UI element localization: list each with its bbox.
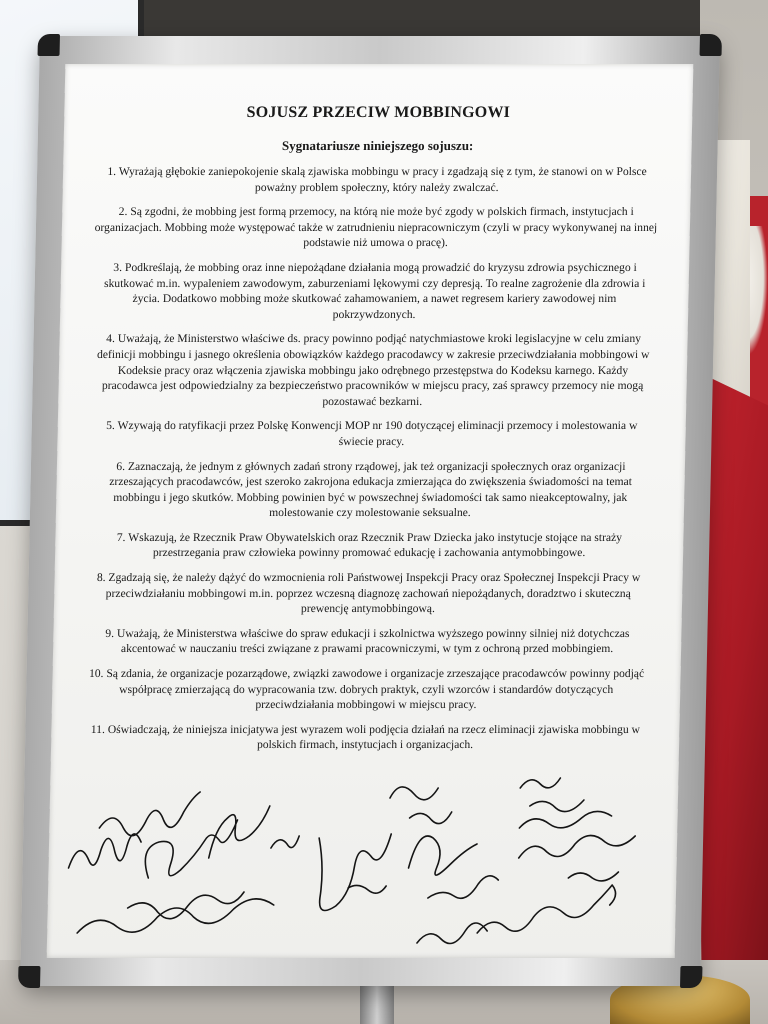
background-ceiling-strip <box>144 0 704 40</box>
point-3: 3. Podkreślają, że mobbing oraz inne niepożądane działania mogą prowadzić do kryzysu zdrowia psychicznego i skutkować m.in. wypaleniem zawodowym, zaburzeniami lękowymi czy depresją. To realne zagrożenie dla zdrowia i życia. Dodatkowo mobbing może skutkować zahamowaniem, a nawet regresem kariery zawodowej nim pokrzywdzonych. <box>103 260 646 321</box>
signature <box>69 834 142 868</box>
signature <box>318 834 392 911</box>
signatures-area <box>47 758 679 958</box>
sign-frame <box>20 36 720 986</box>
frame-corner <box>700 34 722 56</box>
signature <box>77 899 274 933</box>
signature <box>519 811 611 828</box>
signature <box>409 812 451 824</box>
point-4: 4. Uważają, że Ministerstwo właściwe ds. pracy powinno podjąć natychmiastowe kroki legislacyjne w celu zmiany definicji mobbingu i jasnego określenia obowiązków każdego pracodawcy w zakresie przeciwdziałania mobbingowi w Kodeksie pracy oraz włączenia zjawiska mobbingu jako odrębnego przestępstwa do Kodeksu karnego. Każdy pracodawca jest odpowiedzialny za bezpieczeństwo pracowników w miejscu pracy, zaś sprawcy przemocy nie mogą pozostawać bezkarni. <box>96 332 650 408</box>
document-sheet <box>47 64 694 958</box>
signature <box>271 836 299 848</box>
signature <box>99 792 200 836</box>
signature <box>348 885 386 893</box>
signature <box>408 836 477 875</box>
signature <box>145 820 238 878</box>
signature <box>568 872 618 881</box>
signature <box>519 835 635 858</box>
point-7: 7. Wskazują, że Rzecznik Praw Obywatelskich oraz Rzecznik Praw Dziecka jako instytucje stojące na straży przestrzegania praw człowieka powinny promować edukację i zachowania antymobbingowe. <box>116 530 623 560</box>
point-6: 6. Zaznaczają, że jednym z głównych zadań strony rządowej, jak też organizacji społecznych oraz organizacji zrzeszających pracodawców, jest szeroko zakrojona edukacja zmierzająca do zwiększenia świadomości na temat mobbingu i jego skutków. Mobbing powinien być w powszechnej świadomości tak samo nieakceptowalny, jak molestowanie czy molestowanie seksualne. <box>109 459 633 520</box>
signature <box>477 885 616 933</box>
signature <box>520 778 560 788</box>
signature <box>428 876 498 898</box>
point-9: 9. Uważają, że Ministerstwa właściwe do spraw edukacji i szkolnictwa wyższego powinny silniej niż dotychczas akcentować w nauczaniu treści związane z prawami pracowniczymi, w tym z ochroną przed mobbingiem. <box>105 626 630 656</box>
signature <box>390 787 438 800</box>
point-1: 1. Wyrażają głębokie zaniepokojenie skalą zjawiska mobbingu w pracy i zgadzają się z tym, że stanowi on w Polsce poważny problem społeczny, który należy zwalczać. <box>107 165 647 194</box>
point-11: 11. Oświadczają, że niniejsza inicjatywa jest wyrazem woli podjęcia działań na rzecz eliminacji zjawiska mobbingu w polskich firmach, instytucjach i organizacjach. <box>90 722 641 752</box>
sign-stand-leg <box>360 985 394 1024</box>
signature <box>530 800 584 812</box>
handwritten-signatures <box>47 758 679 958</box>
point-8: 8. Zgadzają się, że należy dążyć do wzmocnienia roli Państwowej Inspekcji Pracy oraz Społecznej Inspekcji Pracy w przeciwdziałaniu mobbingowi m.in. poprzez wczesną diagnozę zachowań niepożądanych, doradztwo i skuteczną prewencję antymobbingową. <box>96 571 641 616</box>
document-subtitle: Sygnatariusze niniejszego sojuszu: <box>281 138 474 153</box>
point-10: 10. Są zdania, że organizacje pozarządowe, związki zawodowe i organizacje zrzeszające pracodawców powinny podjąć współpracę zmierzającą do wypracowania tzw. dobrych praktyk, czyli wzorców i standardów dotyczących przeciwdziałania mobbingowi w miejscu pracy. <box>88 667 645 712</box>
frame-corner <box>38 34 60 56</box>
document-title: SOJUSZ PRZECIW MOBBINGOWI <box>246 104 511 121</box>
signature <box>209 806 270 858</box>
point-2: 2. Są zgodni, że mobbing jest formą przemocy, na którą nie może być zgody w polskich firmach, instytucjach i organizacjach. Mobbing może występować także w zatrudnieniu niepracowniczym (czyli w pracy wykonywanej na innej podstawie niż umowa o pracę). <box>94 205 658 250</box>
point-5: 5. Wzywają do ratyfikacji przez Polskę Konwencji MOP nr 190 dotyczącej eliminacji przemocy i molestowania w świecie pracy. <box>106 419 638 448</box>
frame-corner <box>18 966 40 988</box>
